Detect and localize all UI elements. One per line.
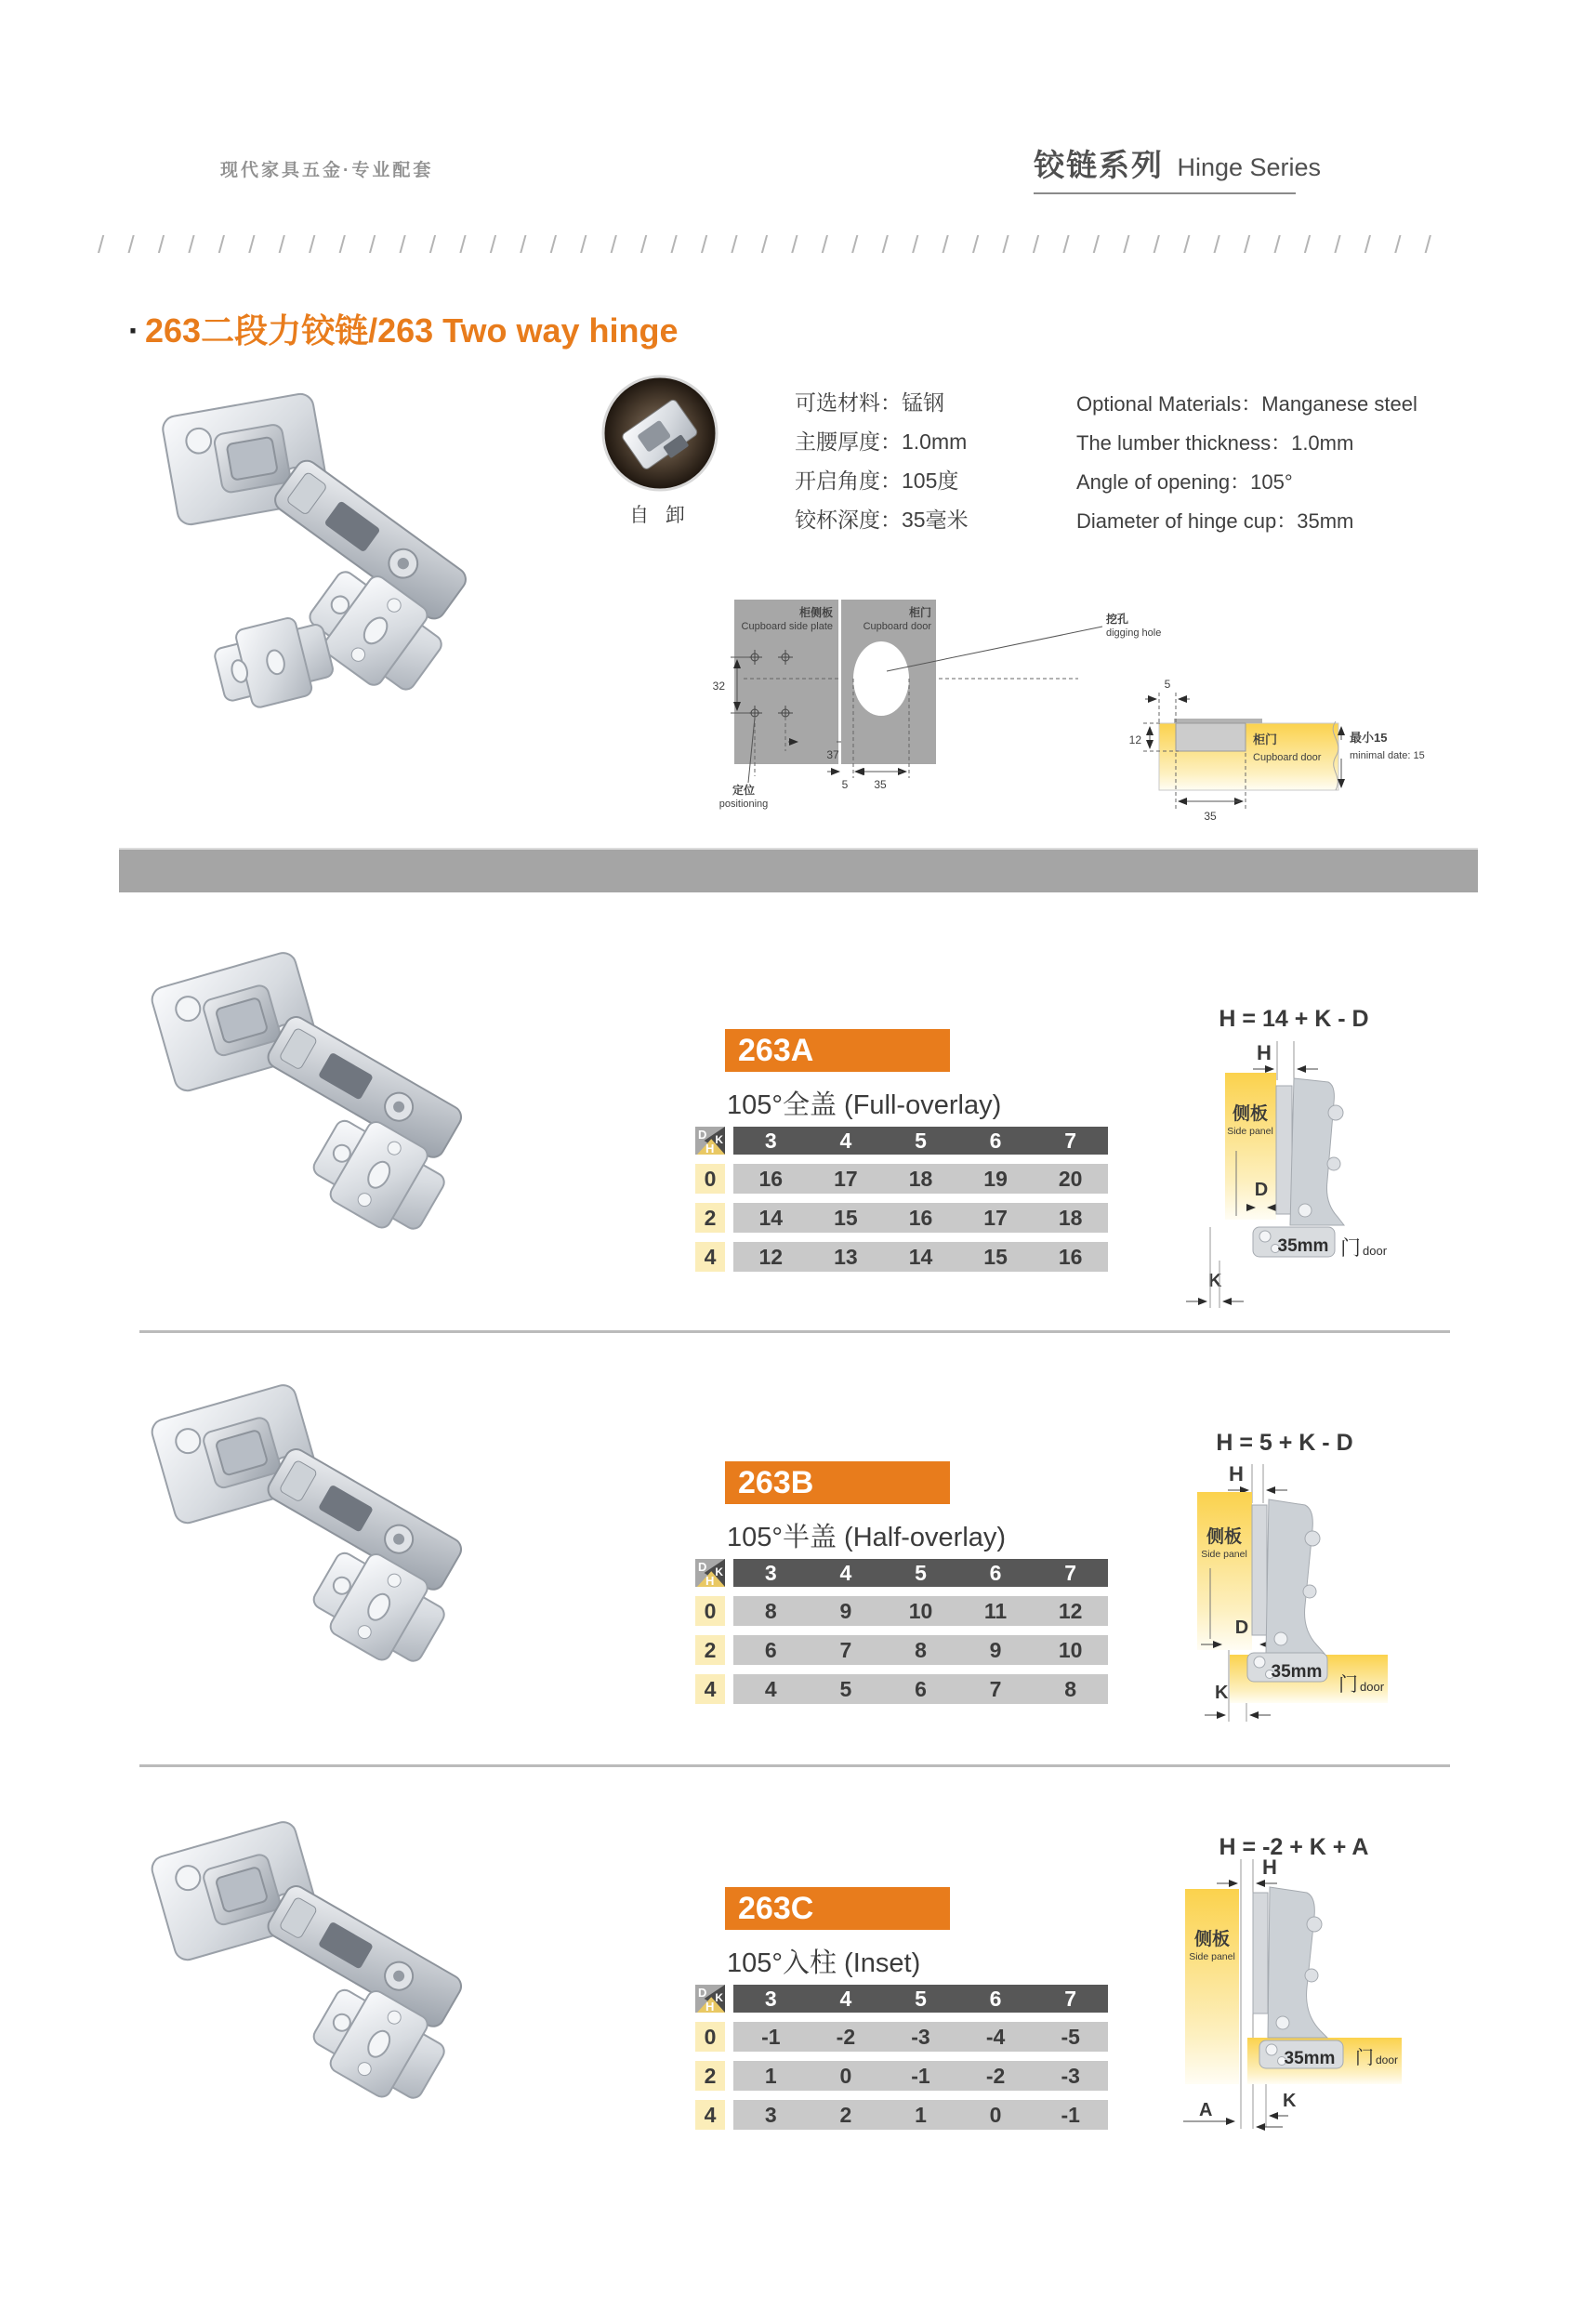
corner-label-h: H [705,1142,715,1155]
section-separator [139,1330,1450,1333]
cell-value: 16 [908,1206,933,1230]
cup-size-label: 35mm [1284,2049,1336,2068]
door-label-en: door [1360,1680,1385,1694]
size-table-263a [695,1127,1108,1281]
col-header: 4 [839,1561,852,1585]
cell-value: 0 [839,2064,852,2088]
row-cells [733,2022,1108,2052]
dim-12: 12 [1128,733,1141,746]
cell-value: 1 [915,2103,927,2127]
k-label: K [1283,2091,1297,2111]
cell-value: -2 [836,2025,856,2049]
cell-value: 2 [839,2103,852,2127]
row-label: 4 [695,1674,725,1704]
row-cells [733,1674,1108,1704]
cup-size-label: 35mm [1271,1662,1323,1682]
table-row [695,1674,1108,1704]
cs-door-label-en: Cupboard door [1253,752,1322,763]
cell-value: 9 [839,1599,852,1623]
door-label-en: door [1363,1244,1388,1258]
cell-value: 10 [1058,1638,1083,1662]
table-corner-cell [695,1985,725,2013]
mounting-diagram-263c [1173,1831,1498,2194]
table-row [695,2022,1108,2052]
spec-line: 开启角度：105度 [795,469,959,493]
cell-value: 10 [908,1599,933,1623]
positioning-label-en: positioning [718,799,769,810]
specs-chinese [795,383,969,539]
col-header: 3 [764,1129,777,1153]
cell-value: 6 [915,1677,927,1701]
row-cells [733,1635,1108,1665]
row-cells [733,2100,1108,2130]
row-label: 2 [695,2061,725,2091]
product-title [128,305,679,352]
h-label: H [1262,1855,1277,1879]
cell-value: 13 [834,1245,858,1269]
col-header: 6 [989,1561,1002,1585]
title-text: 263二段力铰链/263 Two way hinge [145,311,679,350]
row-cells [733,1242,1108,1272]
row-label: 0 [695,1596,725,1626]
formula-263c: H = -2 + K + A [1219,1834,1369,1860]
corner-label-k: K [715,1991,723,2004]
cell-value: 17 [983,1206,1008,1230]
table-corner-cell [695,1127,725,1155]
row-cells [733,1596,1108,1626]
model-code-263c: 263C [725,1887,950,1930]
cell-value: -1 [1061,2103,1080,2127]
row-label: 4 [695,1242,725,1272]
corner-label-k: K [715,1133,723,1146]
formula-263b: H = 5 + K - D [1216,1430,1353,1456]
table-header-row [695,1985,1108,2013]
minimal-label-cn: 最小15 [1350,731,1388,745]
cell-value: 4 [764,1677,777,1701]
side-panel-label-cn: 侧板 [1193,1930,1231,1949]
col-header: 4 [839,1129,852,1153]
col-header: 7 [1064,1987,1077,2011]
spec-line: 可选材料：锰钢 [795,390,944,415]
k-label: K [1215,1683,1229,1703]
cell-value: 12 [758,1245,784,1269]
cell-value: 5 [839,1677,852,1701]
cell-value: 8 [915,1638,927,1662]
subtitle-263b: 105°半盖 (Half-overlay) [727,1523,1007,1552]
spec-line: 铰杯深度：35毫米 [795,508,969,532]
cell-value: 14 [758,1206,784,1230]
mounting-diagram-263a [1173,987,1498,1350]
column-headers [733,1985,1108,2013]
table-corner-cell [695,1559,725,1587]
cell-value: 8 [1064,1677,1077,1701]
hinge-photo-263c [130,1785,493,2129]
series-title-cn: 铰链系列 [1034,148,1164,182]
model-code-263b: 263B [725,1461,950,1504]
model-code-263a: 263A [725,1029,950,1072]
side-panel-label-cn: 侧板 [1206,1527,1243,1547]
d-label: D [1254,1180,1269,1200]
table-header-row [695,1127,1108,1155]
d-label: D [1234,1618,1249,1638]
mounting-diagram-263b [1173,1419,1498,1782]
k-label: K [1208,1271,1222,1291]
size-table-263b [695,1559,1108,1713]
table-row [695,1596,1108,1626]
door-label-en: Cupboard door [863,621,931,632]
col-header: 7 [1064,1561,1077,1585]
spec-line: The lumber thickness：1.0mm [1076,431,1354,455]
door-label-en: door [1376,2053,1399,2067]
h-label: H [1257,1041,1272,1064]
cell-value: 20 [1058,1167,1083,1191]
table-row [695,2061,1108,2091]
spec-line: Optional Materials：Manganese steel [1076,392,1417,416]
cup-size-label: 35mm [1277,1236,1329,1256]
cell-value: 15 [834,1206,858,1230]
dim-35: 35 [874,778,887,791]
column-headers [733,1559,1108,1587]
dim-5: 5 [841,778,849,791]
series-title-en: Hinge Series [1177,153,1322,181]
cell-value: -3 [1061,2064,1080,2088]
cell-value: 7 [989,1677,1002,1701]
col-header: 3 [764,1987,777,2011]
cell-value: 0 [989,2103,1002,2127]
cell-value: 1 [764,2064,777,2088]
spec-line: 主腰厚度：1.0mm [795,429,968,454]
dim-37: 37 [826,748,839,761]
section-divider-bar [119,848,1478,892]
subtitle-263c: 105°入柱 (Inset) [727,1948,921,1978]
corner-label-d: D [698,1128,707,1142]
cell-value: 3 [764,2103,777,2127]
slash-decoration: / / / / / / / / / / / / / / / / / / / / / / / / / / / / / / / / / / / / / / / / / / / / / [98,231,1431,258]
table-row [695,1203,1108,1233]
row-cells [733,1203,1108,1233]
title-bullet: · [128,311,139,350]
door-label-cn: 门 [1338,1674,1358,1696]
cell-value: 16 [1058,1245,1083,1269]
formula-263a: H = 14 + K - D [1219,1006,1369,1032]
hinge-photo-263b [130,1348,493,1692]
cell-value: -5 [1061,2025,1080,2049]
cell-value: 14 [908,1245,933,1269]
table-row [695,1635,1108,1665]
col-header: 5 [915,1987,927,2011]
col-header: 5 [915,1561,927,1585]
cell-value: 6 [764,1638,777,1662]
corner-label-k: K [715,1565,723,1578]
col-header: 6 [989,1129,1002,1153]
cell-value: 9 [989,1638,1002,1662]
side-panel-shape [1185,1889,1239,2084]
row-cells [733,1164,1108,1194]
detail-photo [600,374,719,493]
size-table-263c [695,1985,1108,2139]
cell-value: -4 [985,2025,1006,2049]
cell-value: -1 [911,2064,930,2088]
cell-value: 8 [764,1599,777,1623]
product-photo [130,358,511,730]
hinge-photo-263a [130,916,493,1260]
cell-value: 19 [983,1167,1008,1191]
door-label-cn: 门 [1355,2048,1374,2068]
cell-value: 7 [839,1638,852,1662]
digging-hole-label-en: digging hole [1106,627,1162,639]
side-panel-label-en: Side panel [1189,1951,1235,1962]
digging-hole-label-cn: 挖孔 [1106,613,1129,626]
subtitle-263a: 105°全盖 (Full-overlay) [727,1090,1002,1120]
corner-label-h: H [705,1574,715,1587]
cell-value: 12 [1058,1599,1083,1623]
cell-value: 18 [1058,1206,1083,1230]
door-label-cn: 柜门 [908,606,931,619]
cell-value: 17 [834,1167,858,1191]
specs-english [1076,385,1417,541]
a-label: A [1199,2100,1213,2120]
spec-line: Diameter of hinge cup：35mm [1076,509,1354,533]
row-label: 0 [695,2022,725,2052]
row-label: 4 [695,2100,725,2130]
side-panel-label-en: Side panel [1227,1126,1273,1137]
cell-value: 16 [758,1167,784,1191]
cs-door-label-cn: 柜门 [1253,733,1278,746]
table-row [695,2100,1108,2130]
table-header-row [695,1559,1108,1587]
corner-label-d: D [698,1560,707,1574]
col-header: 3 [764,1561,777,1585]
side-panel-shape [1225,1073,1276,1220]
positioning-label-cn: 定位 [732,784,756,797]
row-cells [733,2061,1108,2091]
col-header: 6 [989,1987,1002,2011]
cell-value: 18 [908,1167,933,1191]
row-label: 0 [695,1164,725,1194]
dim-32: 32 [712,680,725,693]
spec-line: Angle of opening：105° [1076,470,1293,494]
side-panel-label-cn: 侧板 [1232,1104,1269,1124]
col-header: 4 [839,1987,852,2011]
minimal-label-en: minimal date: 15 [1350,750,1425,761]
cell-value: -1 [761,2025,781,2049]
cell-value: 11 [983,1599,1008,1623]
side-plate-label-en: Cupboard side plate [741,621,833,632]
series-header [1034,141,1322,194]
door-label-cn: 门 [1340,1236,1362,1260]
side-panel-label-en: Side panel [1201,1549,1247,1560]
side-plate-label-cn: 柜侧板 [798,606,833,619]
cell-value: -3 [911,2025,930,2049]
table-row [695,1242,1108,1272]
row-label: 2 [695,1635,725,1665]
col-header: 5 [915,1129,927,1153]
h-label: H [1229,1462,1244,1486]
corner-label-d: D [698,1986,707,2000]
table-row [695,1164,1108,1194]
cell-value: 15 [983,1245,1008,1269]
dim-5-cs: 5 [1164,678,1171,691]
detail-caption: 自 卸 [629,505,691,526]
installation-drawing [688,586,1506,827]
company-slogan: 现代家具五金·专业配套 [220,161,434,180]
row-label: 2 [695,1203,725,1233]
col-header: 7 [1064,1129,1077,1153]
cell-value: -2 [985,2064,1006,2088]
section-separator [139,1764,1450,1767]
corner-label-h: H [705,2000,715,2013]
column-headers [733,1127,1108,1155]
dim-35-cs: 35 [1204,810,1217,823]
